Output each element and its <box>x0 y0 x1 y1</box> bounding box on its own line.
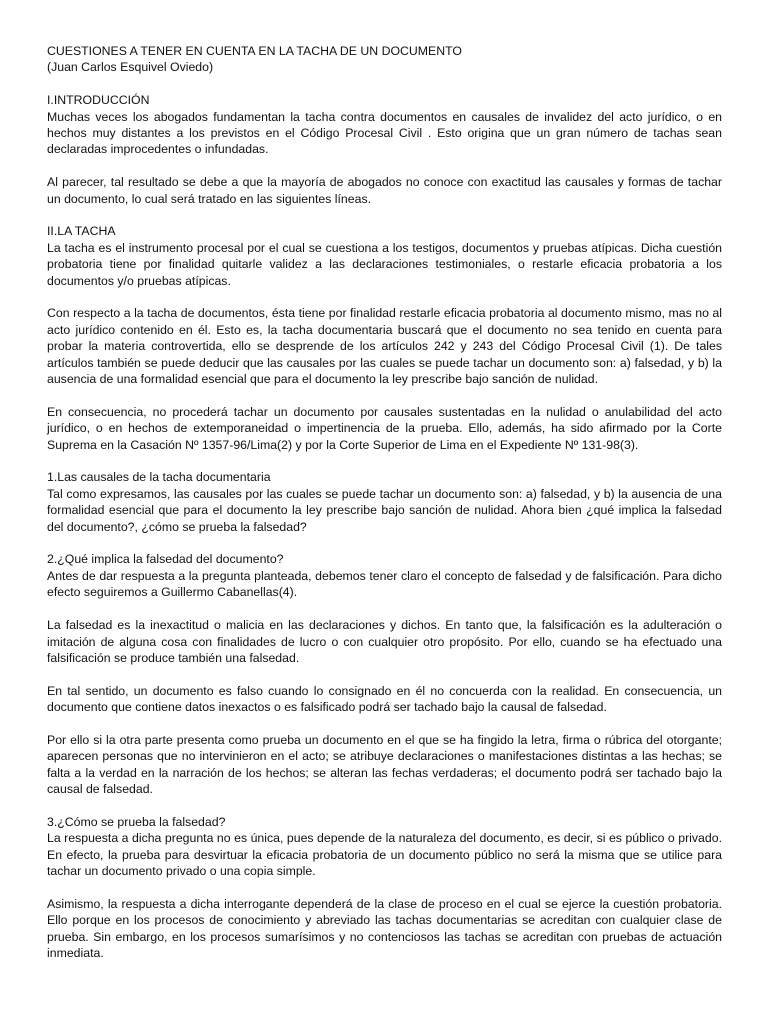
paragraph-text: Por ello si la otra parte presenta como prueba un documento en el que se ha fingido la letra, firma o rúbrica del otorgante; aparecen personas que no intervinieron en el acto; se atribuye declaraciones o manifestaciones distintas a las hechas; se falta a la verdad en la narración de los hechos; se alteran las fechas verdaderas; el documento podrá ser tachado bajo la causal de falsedad. <box>47 732 722 797</box>
section-heading: I.INTRODUCCIÓN <box>47 93 150 108</box>
paragraph-text: La falsedad es la inexactitud o malicia en las declaraciones y dichos. En tanto que, la falsificación es la adulteración o imitación de alguna cosa con finalidades de lucro o con cualquier otro propósito. Por ello, cuando se ha efectuado una falsificación se produce también una falsedad. <box>47 618 722 665</box>
section-heading: 3.¿Cómo se prueba la falsedad? <box>47 814 226 829</box>
section-heading: 1.Las causales de la tacha documentaria <box>47 470 271 485</box>
paragraph-text: Con respecto a la tacha de documentos, ésta tiene por finalidad restarle eficacia probatoria al documento mismo, mas no al acto jurídico contenido en él. Esto es, la tacha documentaria buscará que el documento no sea tenido en cuenta para probar la materia controvertida, ello se desprende de los artículos 242 y 243 del Código Procesal Civil (1). De tales artículos también se puede deducir que las causales por las cuales se puede tachar un documento son: a) falsedad, y b) la ausencia de una formalidad esencial que para el documento la ley prescribe bajo sanción de nulidad. <box>47 306 722 387</box>
section-la-tacha-p1 <box>47 223 722 289</box>
section-introduccion-p2 <box>47 174 722 207</box>
paragraph-text: En consecuencia, no procederá tachar un documento por causales sustentadas en la nulidad o anulabilidad del acto jurídico, o en hechos de extemporaneidad o impertinencia de la prueba. Ello, además, ha sido afirmado por la Corte Suprema en la Casación Nº 1357-96/Lima(2) y por la Corte Superior de Lima en el Expediente Nº 131-98(3). <box>47 404 722 452</box>
section-prueba-p2 <box>47 896 722 962</box>
paragraph-text: Asimismo, la respuesta a dicha interrogante dependerá de la clase de proceso en el cual se ejerce la cuestión probatoria. Ello porque en los procesos de conocimiento y abreviado las tachas documentarias se acreditan con cualquier clase de prueba. Sin embargo, en los procesos sumarísimos y no contenciosos las tachas se acreditan con pruebas de actuación inmediata. <box>47 896 722 961</box>
section-prueba-p1 <box>47 814 722 880</box>
section-falsedad-p3 <box>47 683 722 716</box>
paragraph-text: En tal sentido, un documento es falso cuando lo consignado en él no concuerda con la realidad. En consecuencia, un documento que contiene datos inexactos o es falsificado podrá ser tachado bajo la causal de falsedad. <box>47 683 722 715</box>
section-falsedad-p4 <box>47 732 722 798</box>
section-introduccion-p1 <box>47 92 722 158</box>
section-falsedad-p1 <box>47 551 722 600</box>
document-author: (Juan Carlos Esquivel Oviedo) <box>47 60 214 75</box>
section-falsedad-p2 <box>47 617 722 666</box>
paragraph-text: La respuesta a dicha pregunta no es única, pues depende de la naturaleza del documento, es decir, si es público o privado. En efecto, la prueba para desvirtuar la eficacia probatoria de un documento público no será la misma que se utilice para tachar un documento privado o una copia simple. <box>47 831 722 879</box>
document-page <box>47 43 722 978</box>
paragraph-text: Antes de dar respuesta a la pregunta planteada, debemos tener claro el concepto de falsedad y de falsificación. Para dicho efecto seguiremos a Guillermo Cabanellas(4). <box>47 568 722 600</box>
section-heading: 2.¿Qué implica la falsedad del documento? <box>47 552 284 567</box>
paragraph-text: Muchas veces los abogados fundamentan la tacha contra documentos en causales de invalidez del acto jurídico, o en hechos muy distantes a los previstos en el Código Procesal Civil . Esto origina que un gran número de tachas sean declaradas improcedentes o infundadas. <box>47 109 722 157</box>
document-title: CUESTIONES A TENER EN CUENTA EN LA TACHA DE UN DOCUMENTO <box>47 44 462 58</box>
section-la-tacha-p3 <box>47 404 722 453</box>
section-causales-p1 <box>47 469 722 535</box>
section-heading: II.LA TACHA <box>47 224 116 239</box>
paragraph-text: La tacha es el instrumento procesal por el cual se cuestiona a los testigos, documentos y pruebas atípicas. Dicha cuestión probatoria tiene por finalidad quitarle validez a las declaraciones testimoniales, o restarle eficacia probatoria a los documentos y/o pruebas atípicas. <box>47 240 722 288</box>
paragraph-text: Tal como expresamos, las causales por las cuales se puede tachar un documento son: a) falsedad, y b) la ausencia de una formalidad esencial que para el documento la ley prescribe bajo sanción de nulidad. Ahora bien ¿qué implica la falsedad del documento?, ¿cómo se prueba la falsedad? <box>47 486 722 534</box>
paragraph-text: Al parecer, tal resultado se debe a que la mayoría de abogados no conoce con exactitud las causales y formas de tachar un documento, lo cual será tratado en las siguientes líneas. <box>47 175 722 206</box>
document-header <box>47 43 722 76</box>
section-la-tacha-p2 <box>47 305 722 387</box>
